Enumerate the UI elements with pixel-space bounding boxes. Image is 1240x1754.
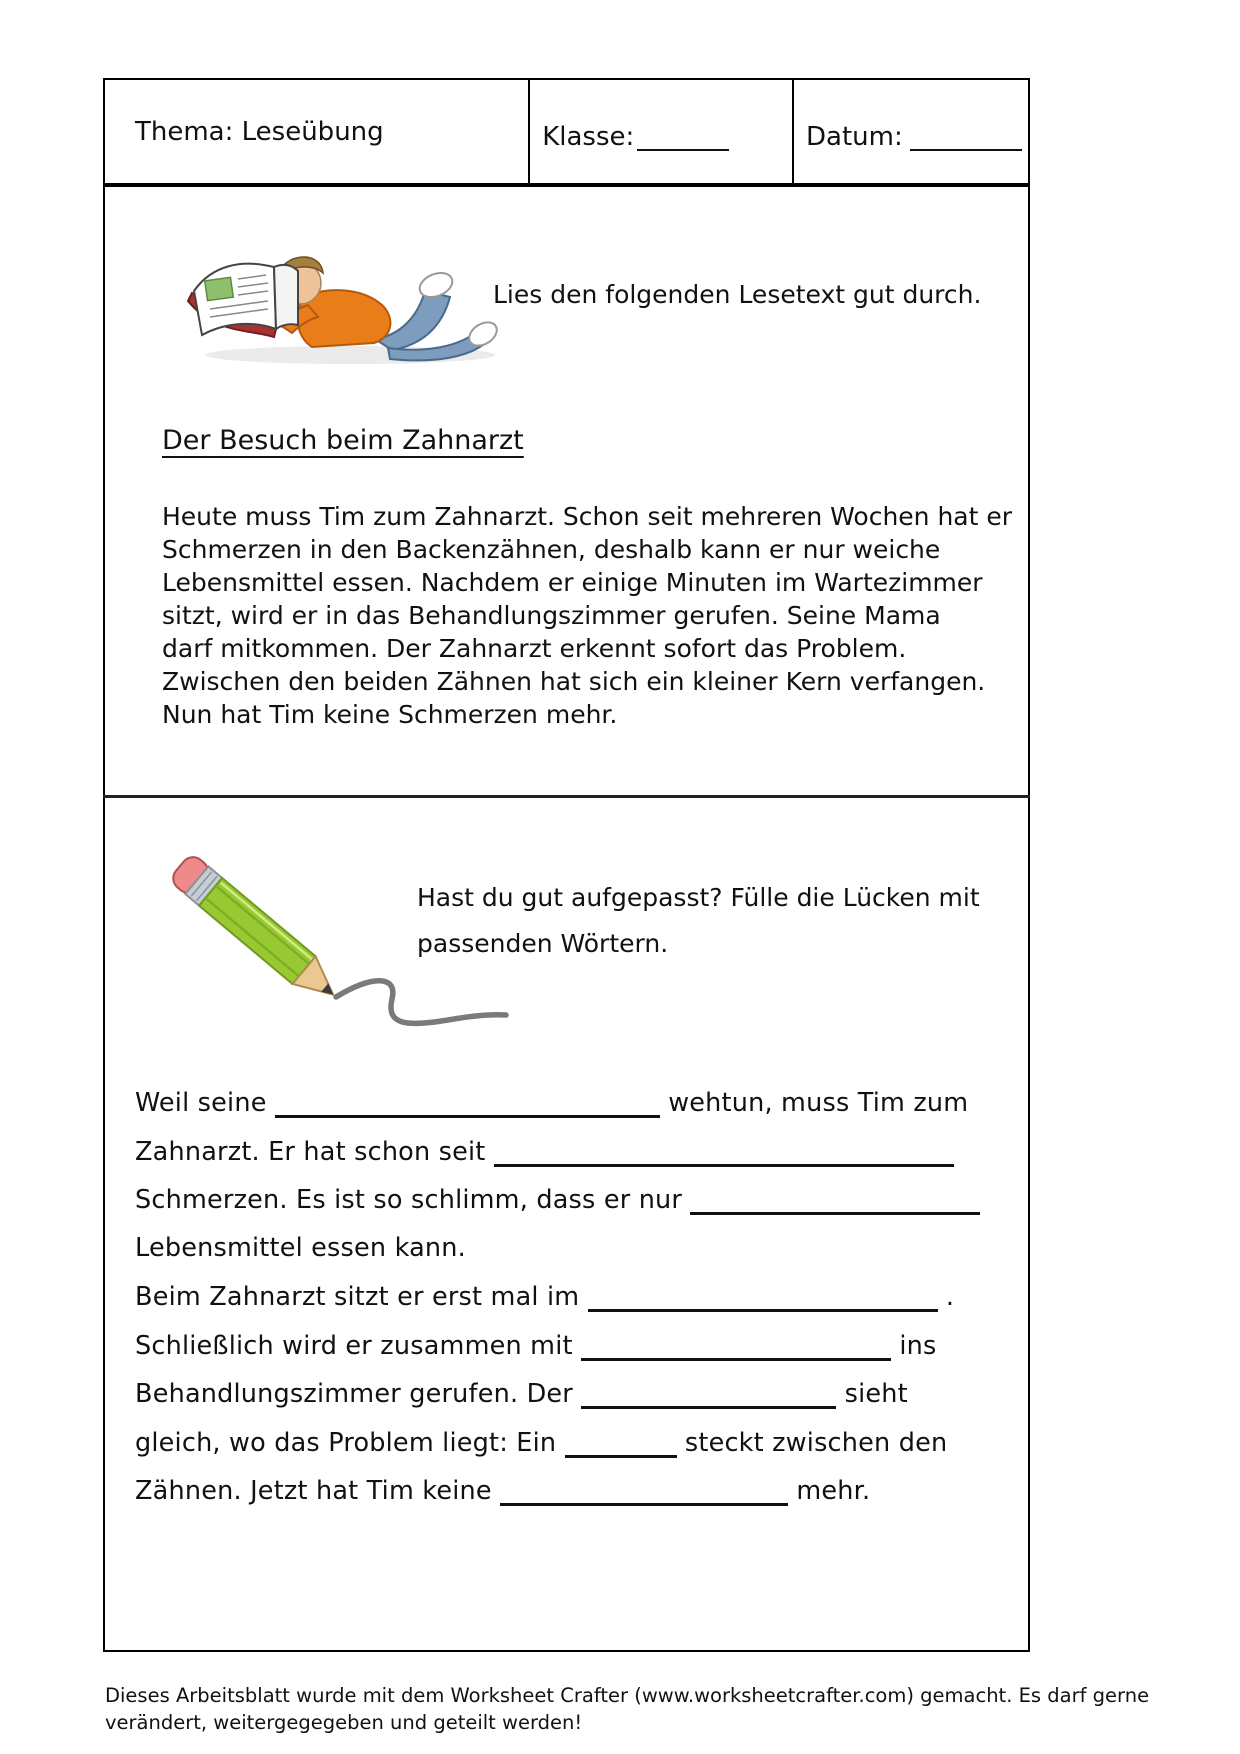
gapfill-line [135,1233,980,1282]
reading-title: Der Besuch beim Zahnarzt [162,425,524,456]
header-cell-datum [794,80,1028,183]
gapfill-text: . [937,1282,955,1312]
reading-text-line: Schmerzen in den Backenzähnen, deshalb kann er nur weiche [162,535,941,564]
reading-text-line: Lebensmittel essen. Nachdem er einige Minuten im Wartezimmer [162,568,983,597]
gapfill-text: sieht [836,1379,908,1409]
blank-line [500,1475,788,1506]
thema-label: Thema: Leseübung [135,116,384,147]
blank-line [588,1281,938,1312]
header-cell-klasse [530,80,794,183]
reading-text-line: Nun hat Tim keine Schmerzen mehr. [162,700,618,729]
reading-text-line: Heute muss Tim zum Zahnarzt. Schon seit mehreren Wochen hat er [162,502,1013,531]
reading-text [162,500,1012,731]
gapfill-line [135,1378,980,1427]
boy-reading-icon [180,235,502,369]
gapfill-text: gleich, wo das Problem liegt: Ein [135,1427,565,1458]
gapfill-instruction-line: Hast du gut aufgepasst? Fülle die Lücken mit [417,883,980,912]
gapfill-text: Weil seine [135,1088,275,1118]
footer-credit-line: Dieses Arbeitsblatt wurde mit dem Worksheet Crafter (www.worksheetcrafter.com) gemacht. Es darf gerne [105,1684,1150,1707]
gapfill-text: Schließlich wird er zusammen mit [135,1330,582,1361]
header-table [103,78,1030,185]
datum-blank-line [910,123,1022,151]
gapfill-instruction [417,875,980,967]
gapfill-lines [135,1087,980,1524]
blank-line [690,1184,980,1215]
header-cell-thema [105,80,530,183]
footer-credit [105,1682,1149,1736]
footer-credit-line: verändert, weitergegegeben und geteilt werden! [105,1711,583,1734]
gapfill-text: Beim Zahnarzt sitzt er erst mal im [135,1282,588,1312]
gapfill-text: Zahnarzt. Er hat schon seit [135,1136,494,1167]
blank-line [565,1427,677,1458]
gapfill-text: Schmerzen. Es ist so schlimm, dass er nur [135,1185,691,1215]
gapfill-text: Zähnen. Jetzt hat Tim keine [135,1476,501,1506]
reading-text-line: darf mitkommen. Der Zahnarzt erkennt sofort das Problem. [162,634,907,663]
blank-line [581,1378,836,1409]
gapfill-line [135,1087,980,1136]
klasse-label: Klasse: [542,121,635,152]
gapfill-text: mehr. [788,1476,871,1506]
gapfill-line [135,1184,980,1233]
gapfill-line [135,1281,980,1330]
blank-line [275,1087,660,1118]
gapfill-line [135,1136,980,1185]
gapfill-line [135,1427,980,1476]
reading-text-line: Zwischen den beiden Zähnen hat sich ein kleiner Kern verfangen. [162,667,986,696]
gapfill-line [135,1475,980,1524]
reading-text-line: sitzt, wird er in das Behandlungszimmer gerufen. Seine Mama [162,601,941,630]
klasse-blank-line [637,123,729,151]
blank-line [494,1136,954,1167]
gapfill-text: steckt zwischen den [676,1427,948,1458]
worksheet-body [103,185,1030,1652]
reading-instruction: Lies den folgenden Lesetext gut durch. [493,280,982,309]
gapfill-text: Lebensmittel essen kann. [135,1232,466,1263]
gapfill-text: Behandlungszimmer gerufen. Der [135,1379,582,1409]
gapfill-text: wehtun, muss Tim zum [659,1088,969,1118]
datum-label: Datum: [806,121,903,152]
blank-line [581,1330,891,1361]
section-divider [103,795,1030,798]
gapfill-line [135,1330,980,1379]
gapfill-text: ins [891,1330,937,1361]
gapfill-instruction-line: passenden Wörtern. [417,929,669,958]
